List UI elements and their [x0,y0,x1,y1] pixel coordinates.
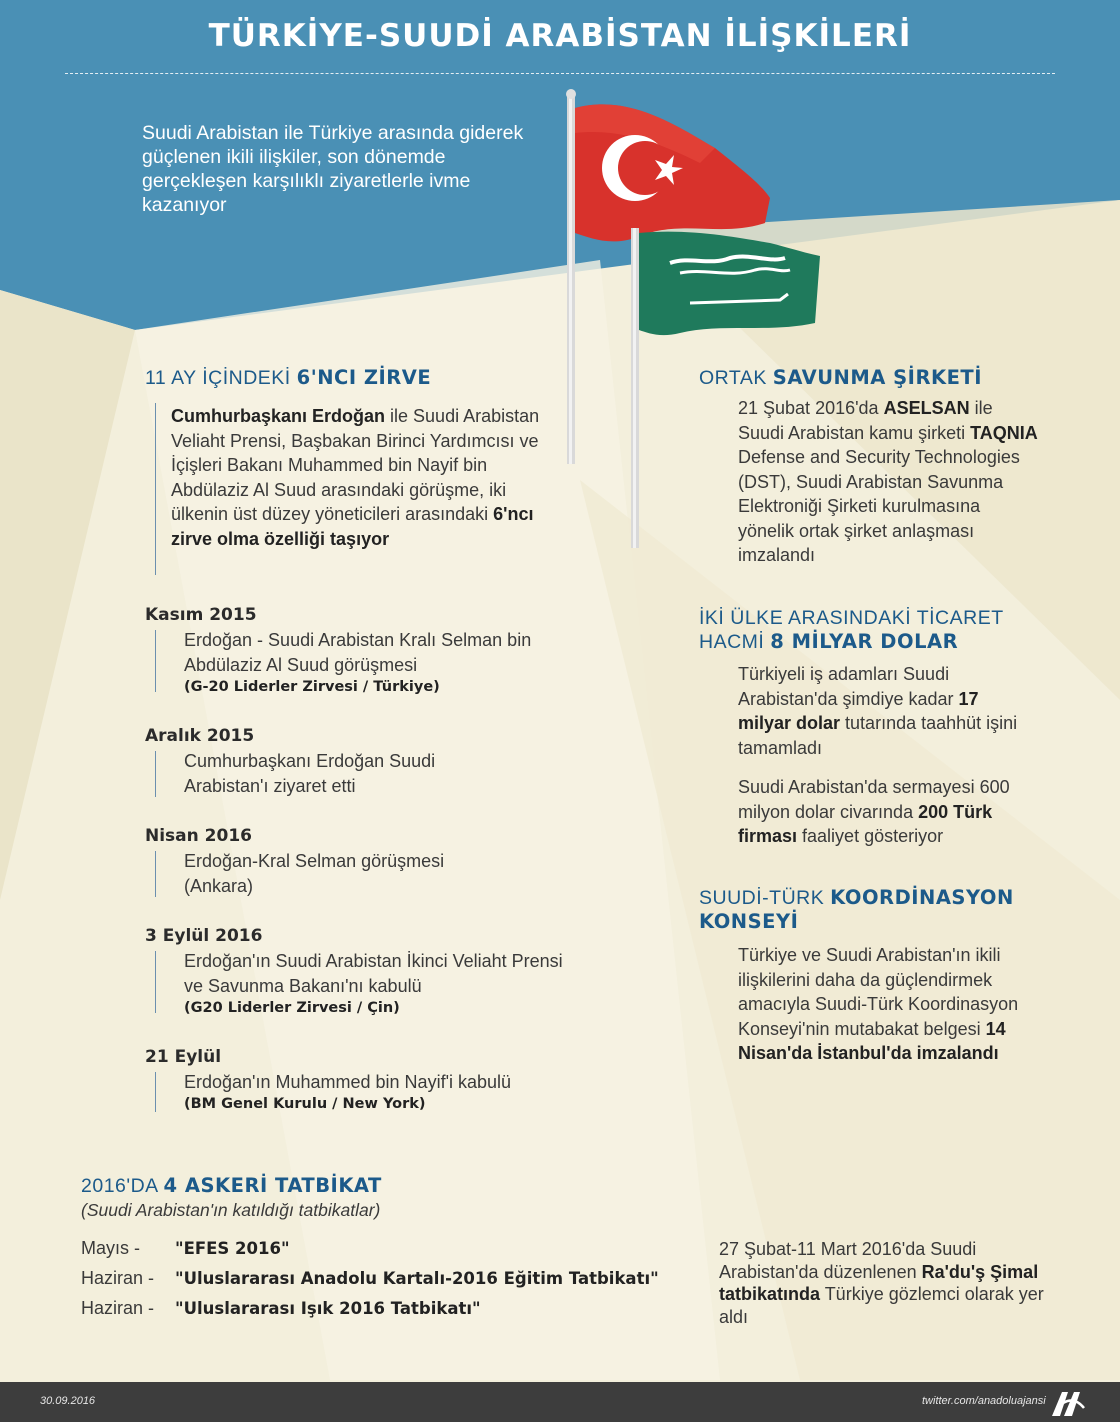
twitter-link[interactable]: twitter.com/anadoluajansi [922,1395,1046,1407]
timeline-divider [155,951,156,1013]
summit-text: Cumhurbaşkanı Erdoğan ile Suudi Arabistan Veliaht Prensi, Başbakan Birinci Yardımcısı ve İçişleri Bakanı Muhammed bin Nayif bin Abdülaziz Al Suud arasındaki görüşme, iki ülkenin üst düzey yöneticileri arasındaki 6'ncı zirve olma özelliği taşıyor [171,406,540,549]
timeline-date: 3 Eylül 2016 [145,926,263,946]
timeline-note: (G-20 Liderler Zirvesi / Türkiye) [184,679,440,695]
page-title: TÜRKİYE-SUUDİ ARABİSTAN İLİŞKİLERİ [208,18,912,54]
aa-logo-icon [1050,1388,1086,1418]
exercise-item: Mayıs - "EFES 2016" [81,1238,290,1258]
timeline-date: Nisan 2016 [145,826,252,846]
intro-text: Suudi Arabistan ile Türkiye arasında giderek güçlenen ikili ilişkiler, son dönemde gerçekleşen karşılıklı ziyaretlerle ivme kazanıyor [142,122,524,216]
timeline-divider [155,851,156,897]
trade-section-title: İKİ ÜLKE ARASINDAKİ TİCARET HACMİ 8 MİLYAR DOLAR [699,607,1004,653]
timeline-date: Aralık 2015 [145,726,255,746]
trade-text-1: Türkiyeli iş adamları Suudi Arabistan'da şimdiye kadar 17 milyar dolar tutarında taahhüt işini tamamladı [738,664,1018,758]
timeline-date: 21 Eylül [145,1047,222,1067]
timeline-note: (G20 Liderler Zirvesi / Çin) [184,1000,400,1016]
defense-section-title: ORTAK SAVUNMA ŞİRKETİ [699,366,982,389]
timeline-text: Erdoğan'ın Suudi Arabistan İkinci Veliaht Prensi ve Savunma Bakanı'nı kabulü [184,951,563,996]
footer-date: 30.09.2016 [40,1395,96,1407]
timeline-divider [155,751,156,797]
timeline-note: (BM Genel Kurulu / New York) [184,1096,426,1112]
summit-section-title: 11 AY İÇİNDEKİ 6'NCI ZİRVE [145,366,432,389]
footer-bar [0,1382,1120,1422]
exercise-item: Haziran - "Uluslararası Işık 2016 Tatbikatı" [81,1298,481,1318]
timeline-text: Cumhurbaşkanı Erdoğan Suudi Arabistan'ı ziyaret etti [184,751,436,796]
exercises-section-title: 2016'DA 4 ASKERİ TATBİKAT [81,1174,382,1197]
defense-text: 21 Şubat 2016'da ASELSAN ile Suudi Arabistan kamu şirketi TAQNIA Defense and Security Technologies (DST), Suudi Arabistan Savunma Elektroniği Şirketi kurulmasına yönelik ortak şirket anlaşması imzalandı [738,398,1038,565]
timeline-date: Kasım 2015 [145,605,257,625]
timeline-text: Erdoğan'ın Muhammed bin Nayif'i kabulü [184,1072,512,1092]
timeline-text: Erdoğan-Kral Selman görüşmesi (Ankara) [184,851,445,896]
summit-divider [155,403,156,575]
council-section-title: SUUDİ-TÜRK KOORDİNASYON KONSEYİ [699,886,1014,933]
exercise-observer-note: 27 Şubat-11 Mart 2016'da Suudi Arabistan'da düzenlenen Ra'du'ş Şimal tatbikatında Türkiye gözlemci olarak yer aldı [719,1239,1044,1327]
timeline-divider [155,630,156,692]
timeline-text: Erdoğan - Suudi Arabistan Kralı Selman bin Abdülaziz Al Suud görüşmesi [184,630,532,675]
council-text: Türkiye ve Suudi Arabistan'ın ikili ilişkilerini daha da güçlendirmek amacıyla Suudi-Türk Koordinasyon Konseyi'nin mutabakat belgesi 14 Nisan'da İstanbul'da imzalandı [738,945,1019,1063]
timeline-divider [155,1072,156,1112]
title-divider [65,73,1055,74]
exercises-subtitle: (Suudi Arabistan'ın katıldığı tatbikatlar) [81,1200,381,1220]
exercise-item: Haziran - "Uluslararası Anadolu Kartalı-2016 Eğitim Tatbikatı" [81,1268,659,1288]
trade-text-2: Suudi Arabistan'da sermayesi 600 milyon dolar civarında 200 Türk firması faaliyet gösteriyor [738,777,1010,846]
